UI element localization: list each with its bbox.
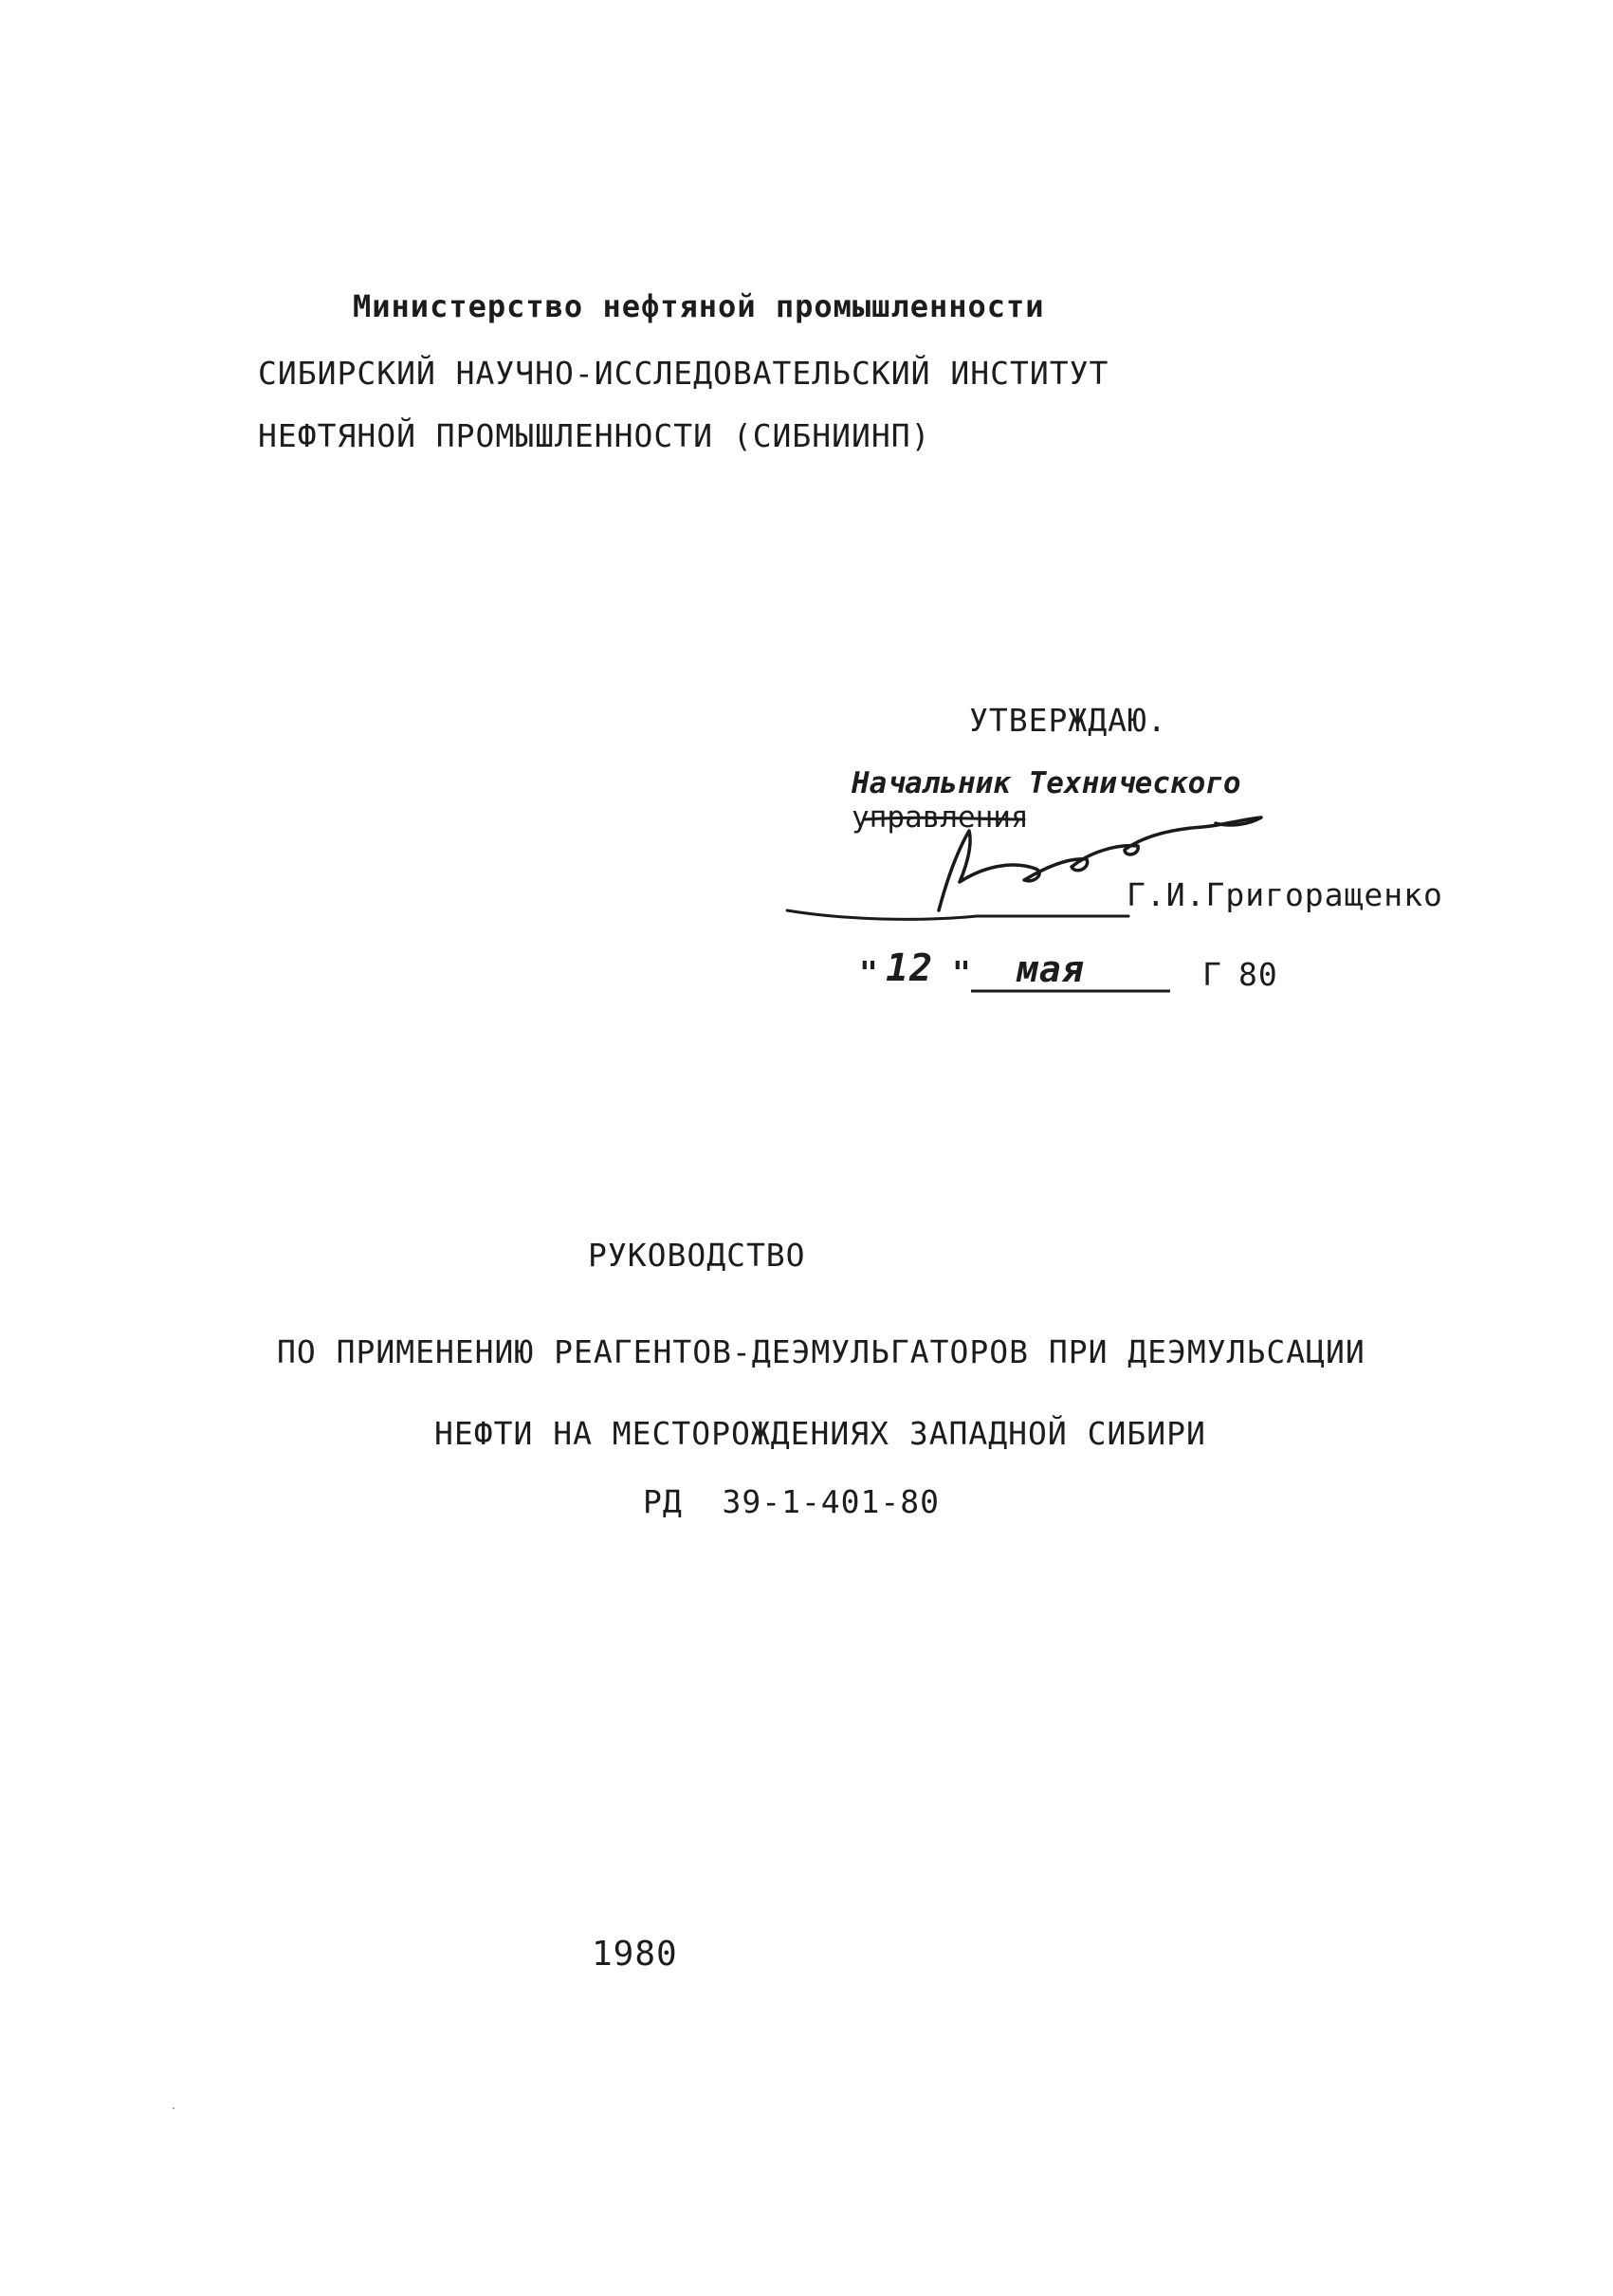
document-type: РУКОВОДСТВО [588, 1237, 806, 1274]
date-month: мая [1017, 948, 1085, 990]
date-quote-close: " [952, 954, 972, 991]
document-title-line2: НЕФТИ НА МЕСТОРОЖДЕНИЯХ ЗАПАДНОЙ СИБИРИ [434, 1415, 1206, 1452]
institute-name-line1: СИБИРСКИЙ НАУЧНО-ИССЛЕДОВАТЕЛЬСКИЙ ИНСТИТУТ [258, 355, 1109, 392]
ministry-name: Министерство нефтяной промышленности [353, 288, 1045, 324]
date-year-prefix: Г [1202, 956, 1222, 993]
date-quote-open: " [859, 954, 879, 991]
institute-name-line2: НЕФТЯНОЙ ПРОМЫШЛЕННОСТИ (СИБНИИНП) [258, 417, 931, 454]
publication-year: 1980 [592, 1935, 678, 1974]
date-underline [971, 988, 1170, 994]
approver-position-line1: Начальник Технического [852, 766, 1241, 800]
date-day: 12 [886, 946, 934, 990]
signatory-name: Г.И.Григоращенко [1127, 876, 1443, 913]
document-code: РД 39-1-401-80 [643, 1483, 941, 1520]
approver-position-line2: управления [852, 800, 1029, 835]
document-title-line1: ПО ПРИМЕНЕНИЮ РЕАГЕНТОВ-ДЕЭМУЛЬГАТОРОВ ПРИ ДЕЭМУЛЬСАЦИИ [277, 1333, 1366, 1370]
approval-stamp: УТВЕРЖДАЮ. [969, 702, 1167, 739]
scan-speck [173, 2107, 174, 2109]
date-year: 80 [1238, 956, 1278, 993]
